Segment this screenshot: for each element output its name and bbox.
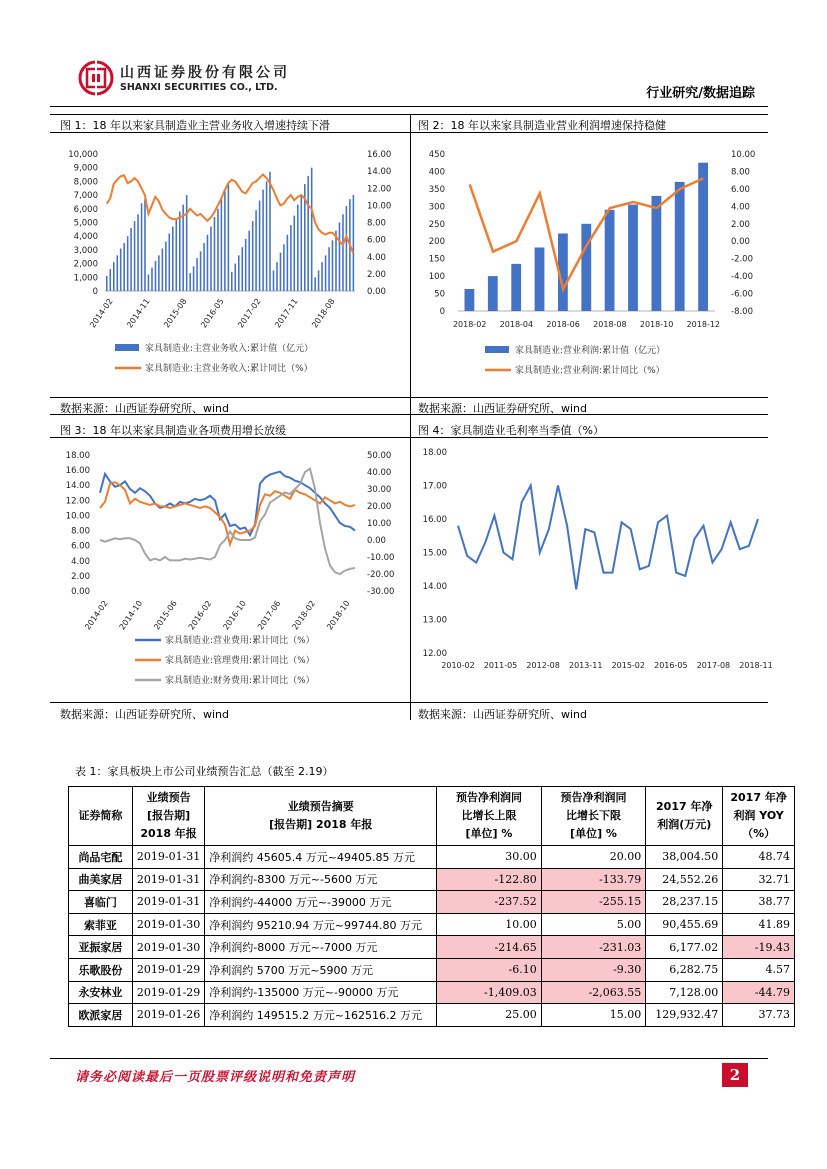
bar-revenue xyxy=(117,255,119,291)
y-tick-right: 8.00 xyxy=(731,167,750,178)
document-type: 行业研究/数据追踪 xyxy=(646,86,755,101)
y-tick-left: 15.00 xyxy=(422,548,447,559)
y-tick-left: 3,000 xyxy=(73,245,98,256)
y-tick-right: 40.00 xyxy=(367,468,392,478)
figure-3-source: 数据来源：山西证券研究所、wind xyxy=(60,708,230,721)
footer-rule xyxy=(50,1058,768,1059)
figure-src-rule xyxy=(50,397,768,398)
bar-revenue xyxy=(137,214,139,291)
y-tick-left: 0.00 xyxy=(71,587,90,597)
figure-1-source: 数据来源：山西证券研究所、wind xyxy=(60,402,230,415)
bar-revenue xyxy=(176,218,178,291)
y-tick-right: -30.00 xyxy=(367,587,395,597)
bar-revenue xyxy=(248,231,250,291)
col-lower: 预告净利润同 比增长下限 [单位] % xyxy=(541,787,646,846)
bar-revenue xyxy=(193,266,195,291)
x-tick: 2018-12 xyxy=(686,320,721,329)
table-row xyxy=(69,1004,795,1027)
y-tick-right: 4.00 xyxy=(731,202,750,213)
bar-revenue xyxy=(196,258,198,291)
footer-disclaimer: 请务必阅读最后一页股票评级说明和免责声明 xyxy=(75,1070,356,1085)
x-tick: 2014-10 xyxy=(117,598,145,632)
col-upper: 预告净利润同 比增长上限 [单位] % xyxy=(437,787,542,846)
y-tick-left: 4,000 xyxy=(73,232,98,243)
bar-revenue xyxy=(245,239,247,291)
bar-profit xyxy=(465,289,475,311)
y-tick-left: 10.00 xyxy=(65,511,90,522)
cell-yoy: 32.71 xyxy=(723,868,795,891)
figure-2-title: 图 2：18 年以来家具制造业营业利润增速保持稳健 xyxy=(418,119,666,132)
x-tick: 2010-02 xyxy=(441,661,475,670)
cell-profit: 28,237.15 xyxy=(646,891,723,914)
legend-label: 家具制造业:营业费用:累计同比（%） xyxy=(165,636,315,646)
bar-revenue xyxy=(339,223,341,292)
col-yoy: 2017 年净 利润 YOY （%） xyxy=(723,787,795,846)
y-tick-right: 0.00 xyxy=(367,287,386,297)
x-tick: 2012-08 xyxy=(526,661,560,670)
bar-revenue xyxy=(259,201,261,291)
bar-revenue xyxy=(332,240,334,291)
y-tick-left: 13.00 xyxy=(422,615,447,626)
x-tick: 2016-10 xyxy=(221,598,248,632)
cell-lower: 5.00 xyxy=(541,913,646,936)
x-tick: 2018-10 xyxy=(639,320,674,329)
bar-profit xyxy=(652,196,662,311)
y-tick-right: 8.00 xyxy=(367,218,386,229)
bar-revenue xyxy=(242,247,244,291)
cell-name: 亚振家居 xyxy=(69,936,133,959)
x-tick: 2018-06 xyxy=(546,320,580,329)
cell-yoy: 37.73 xyxy=(723,1004,795,1027)
bar-revenue xyxy=(297,205,299,291)
cell-summary: 净利润约-44000 万元~-39000 万元 xyxy=(205,891,437,914)
col-summary: 业绩预告摘要 [报告期] 2018 年报 xyxy=(205,787,437,846)
bar-profit xyxy=(488,276,498,311)
bar-revenue xyxy=(301,195,303,291)
y-tick-left: 12.00 xyxy=(422,649,447,659)
x-tick: 2014-02 xyxy=(83,598,110,632)
chart-2 xyxy=(413,136,765,394)
bar-revenue xyxy=(238,255,240,291)
col-profit: 2017 年净 利润(万元) xyxy=(646,787,723,846)
y-tick-right: -10.00 xyxy=(367,553,395,563)
x-tick: 2018-02 xyxy=(290,598,318,632)
x-tick: 2018-11 xyxy=(739,661,773,670)
y-tick-left: 0 xyxy=(439,307,445,317)
y-tick-right: -6.00 xyxy=(731,289,753,300)
bar-revenue xyxy=(172,227,174,291)
y-tick-left: 200 xyxy=(428,237,445,248)
cell-profit: 90,455.69 xyxy=(646,913,723,936)
bar-revenue xyxy=(217,209,219,291)
table-row xyxy=(69,913,795,936)
y-tick-left: 18.00 xyxy=(422,448,447,458)
bar-revenue xyxy=(280,253,282,291)
bar-revenue xyxy=(179,212,181,292)
bar-revenue xyxy=(314,277,316,291)
bar-revenue xyxy=(353,195,355,291)
cell-date: 2019-01-29 xyxy=(132,981,204,1004)
cell-summary: 净利润约 149515.2 万元~162516.2 万元 xyxy=(205,1004,437,1027)
x-tick: 2011-05 xyxy=(483,661,518,670)
legend-swatch-bar xyxy=(485,346,509,353)
table-row xyxy=(69,958,795,981)
bar-revenue xyxy=(311,168,313,291)
x-tick: 2016-05 xyxy=(654,661,688,670)
bar-profit xyxy=(535,248,545,312)
y-tick-left: 350 xyxy=(428,184,445,195)
cell-upper: -214.65 xyxy=(437,936,542,959)
cell-date: 2019-01-31 xyxy=(132,891,204,914)
cell-yoy: -19.43 xyxy=(723,936,795,959)
table-row xyxy=(69,891,795,914)
y-tick-left: 50 xyxy=(434,289,445,300)
y-tick-left: 14.00 xyxy=(65,481,90,492)
x-tick: 2015-06 xyxy=(152,598,179,632)
y-tick-right: 4.00 xyxy=(367,252,386,263)
cell-upper: 30.00 xyxy=(437,846,542,869)
figure-4-title: 图 4：家具制造业毛利率当季值（%） xyxy=(418,424,604,437)
cell-date: 2019-01-30 xyxy=(132,936,204,959)
y-tick-right: -2.00 xyxy=(731,254,753,265)
x-tick: 2018-02 xyxy=(452,320,487,329)
table-row xyxy=(69,936,795,959)
bar-revenue xyxy=(252,221,254,291)
cell-profit: 38,004.50 xyxy=(646,846,723,869)
y-tick-right: 6.00 xyxy=(731,184,750,195)
y-tick-right: 30.00 xyxy=(367,485,392,495)
y-tick-right: 14.00 xyxy=(367,167,392,178)
bar-revenue xyxy=(235,264,237,291)
y-tick-left: 8.00 xyxy=(71,526,90,537)
figure-4-source: 数据来源：山西证券研究所、wind xyxy=(418,708,588,721)
y-tick-left: 1,000 xyxy=(73,273,98,284)
cell-name: 曲美家居 xyxy=(69,868,133,891)
cell-profit: 129,932.47 xyxy=(646,1004,723,1027)
bar-revenue xyxy=(262,190,264,291)
bar-revenue xyxy=(165,242,167,291)
legend-label: 家具制造业:主营业务收入:累计同比（%） xyxy=(145,364,313,374)
bar-revenue xyxy=(134,221,136,291)
cell-profit: 7,128.00 xyxy=(646,981,723,1004)
cell-upper: 10.00 xyxy=(437,913,542,936)
y-tick-left: 400 xyxy=(428,167,445,178)
bar-revenue xyxy=(328,247,330,291)
cell-lower: 20.00 xyxy=(541,846,646,869)
bar-revenue xyxy=(325,255,327,291)
y-tick-right: 20.00 xyxy=(367,502,392,512)
col-name: 证券简称 xyxy=(69,787,133,846)
bar-revenue xyxy=(294,216,296,291)
y-tick-right: 10.00 xyxy=(367,519,392,529)
header-rule xyxy=(50,106,768,107)
bar-revenue xyxy=(110,269,112,291)
y-tick-left: 10,000 xyxy=(68,150,98,160)
cell-yoy: -44.79 xyxy=(723,981,795,1004)
legend-label: 家具制造业:营业利润:累计值（亿元） xyxy=(515,346,666,356)
x-tick: 2018-08 xyxy=(593,320,627,329)
cell-date: 2019-01-31 xyxy=(132,846,204,869)
y-tick-left: 6.00 xyxy=(71,541,90,552)
figure-3-title: 图 3：18 年以来家具制造业各项费用增长放缓 xyxy=(60,424,286,437)
bar-revenue xyxy=(342,214,344,291)
bar-revenue xyxy=(214,217,216,291)
figure-1-title: 图 1：18 年以来家具制造业主营业务收入增速持续下滑 xyxy=(60,119,330,132)
bar-profit xyxy=(675,182,685,311)
y-tick-left: 16.00 xyxy=(422,515,447,525)
bar-profit xyxy=(511,264,521,311)
col-date: 业绩预告 [报告期] 2018 年报 xyxy=(132,787,204,846)
y-tick-right: 16.00 xyxy=(367,150,392,160)
bar-revenue xyxy=(221,199,223,291)
y-tick-left: 100 xyxy=(428,272,445,283)
y-tick-left: 6,000 xyxy=(73,204,98,215)
bar-revenue xyxy=(162,249,164,292)
y-tick-right: 6.00 xyxy=(367,235,386,246)
y-tick-right: 2.00 xyxy=(731,219,750,230)
cell-upper: -237.52 xyxy=(437,891,542,914)
cell-summary: 净利润约 95210.94 万元~99744.80 万元 xyxy=(205,913,437,936)
bar-revenue xyxy=(148,275,150,291)
cell-lower: -231.03 xyxy=(541,936,646,959)
cell-profit: 24,552.26 xyxy=(646,868,723,891)
bar-revenue xyxy=(346,206,348,291)
x-tick: 2018-08 xyxy=(310,296,337,330)
table-title: 表 1：家具板块上市公司业绩预告汇总（截至 2.19） xyxy=(75,765,334,778)
bar-revenue xyxy=(266,181,268,291)
bar-revenue xyxy=(318,270,320,291)
chart-3 xyxy=(55,441,405,699)
y-tick-right: 50.00 xyxy=(367,451,392,461)
x-tick: 2015-02 xyxy=(611,661,646,670)
cell-name: 喜临门 xyxy=(69,891,133,914)
company-name-en: SHANXI SECURITIES CO., LTD. xyxy=(120,82,278,93)
cell-lower: -255.15 xyxy=(541,891,646,914)
cell-date: 2019-01-29 xyxy=(132,958,204,981)
cell-name: 永安林业 xyxy=(69,981,133,1004)
line-revenue-yoy xyxy=(107,175,354,254)
y-tick-left: 18.00 xyxy=(65,451,90,461)
bar-revenue xyxy=(189,273,191,291)
bar-profit xyxy=(628,205,638,311)
x-tick: 2018-04 xyxy=(499,320,534,329)
company-name-cn: 山西证券股份有限公司 xyxy=(120,65,290,81)
bar-revenue xyxy=(269,172,271,291)
cell-lower: -2,063.55 xyxy=(541,981,646,1004)
bar-profit xyxy=(581,224,591,311)
table-row xyxy=(69,846,795,869)
legend-label: 家具制造业:财务费用:累计同比（%） xyxy=(165,676,315,686)
bar-revenue xyxy=(182,205,184,291)
bar-revenue xyxy=(321,262,323,291)
bar-revenue xyxy=(151,268,153,291)
y-tick-right: 0.00 xyxy=(731,237,750,248)
cell-lower: -9.30 xyxy=(541,958,646,981)
x-tick: 2017-02 xyxy=(236,296,263,330)
y-tick-left: 0 xyxy=(92,287,98,297)
y-tick-right: 10.00 xyxy=(367,201,392,212)
y-tick-right: 10.00 xyxy=(731,150,756,160)
legend-label: 家具制造业:管理费用:累计同比（%） xyxy=(165,656,315,666)
x-tick: 2017-06 xyxy=(255,598,283,632)
y-tick-left: 7,000 xyxy=(73,191,98,202)
cell-date: 2019-01-31 xyxy=(132,868,204,891)
chart-4 xyxy=(413,441,773,699)
bar-revenue xyxy=(141,203,143,291)
bar-revenue xyxy=(130,228,132,291)
x-tick: 2015-08 xyxy=(162,296,189,330)
bar-revenue xyxy=(307,176,309,291)
cell-summary: 净利润约 5700 万元~5900 万元 xyxy=(205,958,437,981)
figure-2-source: 数据来源：山西证券研究所、wind xyxy=(418,402,588,415)
cell-name: 索菲亚 xyxy=(69,913,133,936)
bar-revenue xyxy=(169,234,171,292)
cell-date: 2019-01-30 xyxy=(132,913,204,936)
y-tick-left: 16.00 xyxy=(65,466,90,477)
bar-revenue xyxy=(127,236,129,291)
cell-upper: -1,409.03 xyxy=(437,981,542,1004)
x-tick: 2016-02 xyxy=(186,598,214,632)
y-tick-left: 2.00 xyxy=(71,571,90,582)
bar-revenue xyxy=(283,244,285,291)
y-tick-left: 450 xyxy=(428,150,445,160)
x-tick: 2013-11 xyxy=(568,661,603,670)
cell-name: 乐歌股份 xyxy=(69,958,133,981)
bar-revenue xyxy=(113,262,115,291)
y-tick-right: -8.00 xyxy=(731,307,753,317)
y-tick-left: 17.00 xyxy=(422,481,447,492)
x-tick: 2016-05 xyxy=(199,296,226,330)
legend-label: 家具制造业:主营业务收入:累计值（亿元） xyxy=(145,344,314,354)
cell-yoy: 4.57 xyxy=(723,958,795,981)
y-tick-right: -4.00 xyxy=(731,272,753,283)
y-tick-left: 150 xyxy=(428,254,445,265)
cell-upper: -122.80 xyxy=(437,868,542,891)
cell-lower: 15.00 xyxy=(541,1004,646,1027)
y-tick-left: 9,000 xyxy=(73,163,98,174)
table-header-row xyxy=(69,787,795,846)
bar-revenue xyxy=(228,183,230,291)
company-logo xyxy=(78,60,114,96)
y-tick-right: 12.00 xyxy=(367,184,392,195)
table-row xyxy=(69,868,795,891)
y-tick-right: -20.00 xyxy=(367,570,395,580)
bar-revenue xyxy=(210,227,212,291)
forecast-table xyxy=(68,786,795,1027)
cell-date: 2019-01-26 xyxy=(132,1004,204,1027)
x-tick: 2017-11 xyxy=(273,296,300,330)
bar-revenue xyxy=(158,255,160,291)
bar-revenue xyxy=(186,195,188,291)
cell-yoy: 48.74 xyxy=(723,846,795,869)
legend-swatch-bar xyxy=(115,344,139,351)
bar-revenue xyxy=(106,276,108,291)
table-row xyxy=(69,981,795,1004)
cell-yoy: 41.89 xyxy=(723,913,795,936)
cell-upper: -6.10 xyxy=(437,958,542,981)
x-tick: 2018-10 xyxy=(325,598,352,632)
bar-revenue xyxy=(224,191,226,291)
y-tick-right: 2.00 xyxy=(367,269,386,280)
figure-top-rule xyxy=(50,114,768,115)
bar-revenue xyxy=(290,225,292,291)
cell-name: 欧派家居 xyxy=(69,1004,133,1027)
y-tick-left: 300 xyxy=(428,202,445,213)
page-number: 2 xyxy=(722,1063,748,1087)
cell-summary: 净利润约-8300 万元~-5600 万元 xyxy=(205,868,437,891)
cell-summary: 净利润约 45605.4 万元~49405.85 万元 xyxy=(205,846,437,869)
bar-profit xyxy=(698,163,708,311)
x-tick: 2017-08 xyxy=(696,661,731,670)
bar-revenue xyxy=(155,261,157,291)
x-tick: 2014-02 xyxy=(88,296,115,330)
line-gross-margin xyxy=(458,486,758,590)
cell-yoy: 38.77 xyxy=(723,891,795,914)
cell-profit: 6,177.02 xyxy=(646,936,723,959)
bar-revenue xyxy=(335,231,337,291)
y-tick-left: 4.00 xyxy=(71,556,90,567)
cell-profit: 6,282.75 xyxy=(646,958,723,981)
bar-profit xyxy=(605,210,615,311)
legend-label: 家具制造业:营业利润:累计同比（%） xyxy=(515,366,665,376)
bar-revenue xyxy=(200,251,202,291)
bar-revenue xyxy=(123,243,125,291)
y-tick-left: 12.00 xyxy=(65,496,90,507)
y-tick-left: 250 xyxy=(428,219,445,230)
figure-src-rule-2 xyxy=(50,702,768,703)
bar-revenue xyxy=(255,210,257,291)
bar-revenue xyxy=(207,235,209,291)
y-tick-left: 5,000 xyxy=(73,218,98,229)
figure-divider xyxy=(410,114,411,720)
x-tick: 2014-11 xyxy=(125,296,152,330)
bar-revenue xyxy=(120,249,122,292)
bar-revenue xyxy=(276,262,278,291)
y-tick-left: 8,000 xyxy=(73,177,98,188)
chart-1 xyxy=(55,136,405,394)
y-tick-right: 0.00 xyxy=(367,536,386,546)
bar-revenue xyxy=(231,272,233,291)
cell-upper: 25.00 xyxy=(437,1004,542,1027)
cell-summary: 净利润约-8000 万元~-7000 万元 xyxy=(205,936,437,959)
bar-revenue xyxy=(203,243,205,291)
y-tick-left: 14.00 xyxy=(422,582,447,592)
bar-revenue xyxy=(287,235,289,291)
y-tick-left: 2,000 xyxy=(73,259,98,270)
cell-name: 尚品宅配 xyxy=(69,846,133,869)
cell-summary: 净利润约-135000 万元~-90000 万元 xyxy=(205,981,437,1004)
bar-revenue xyxy=(273,270,275,291)
cell-lower: -133.79 xyxy=(541,868,646,891)
bar-revenue xyxy=(144,199,146,291)
